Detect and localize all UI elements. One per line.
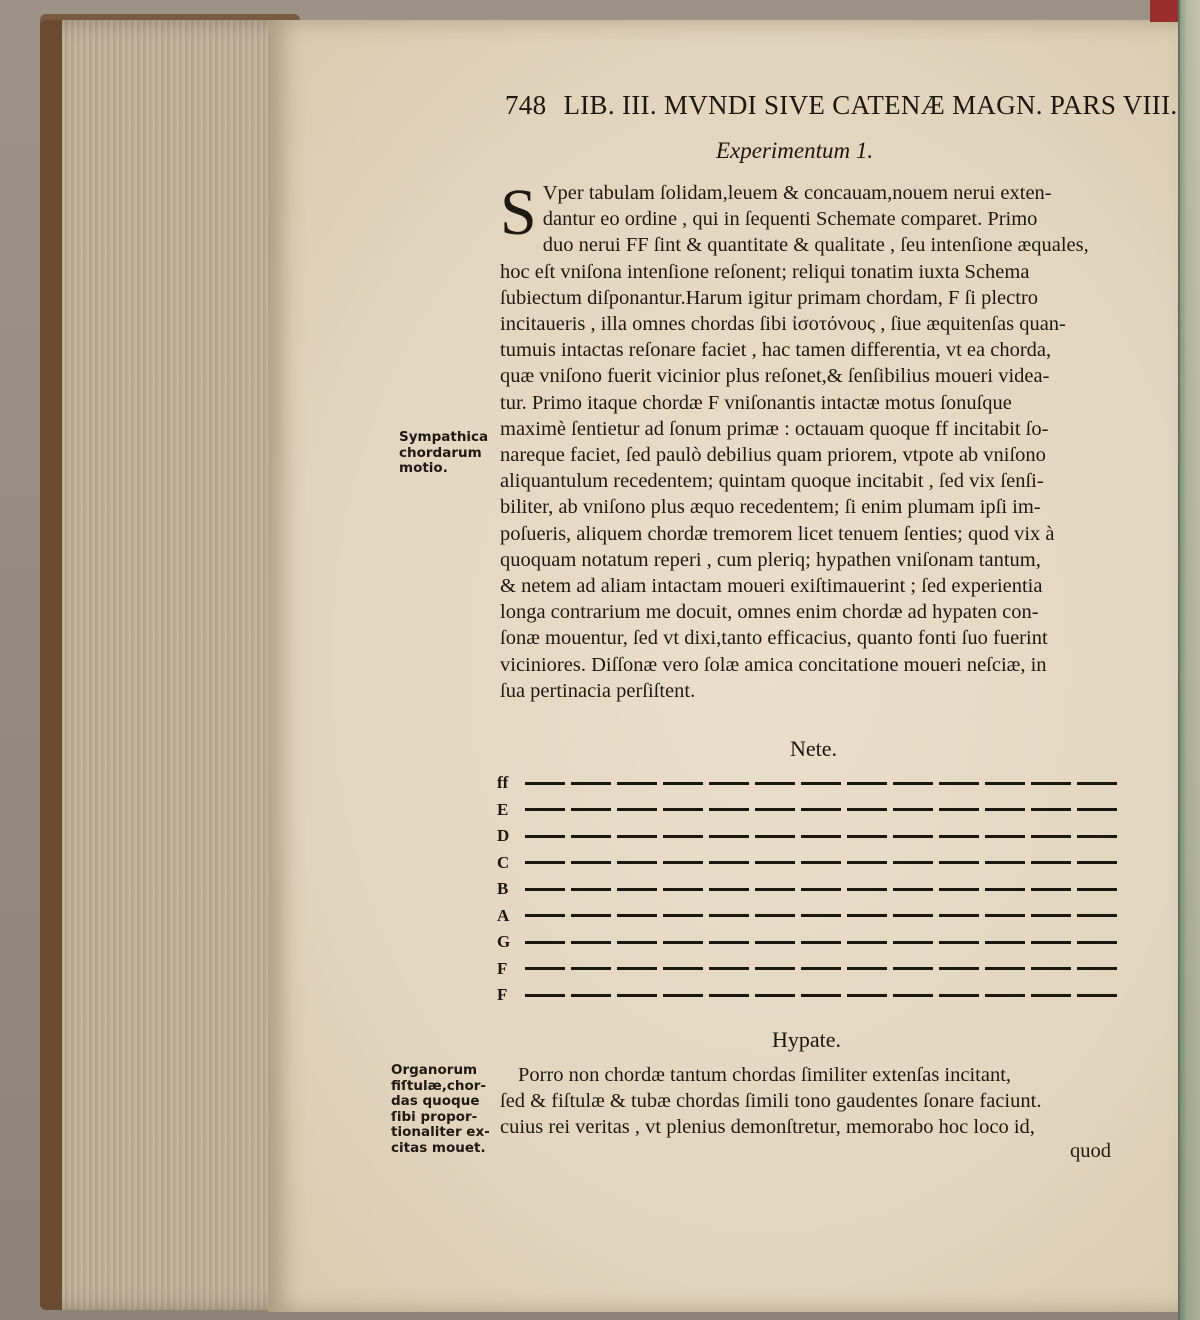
text-line: tur. Primo itaque chordæ F vniſonantis intactæ motus ſonuſque xyxy=(500,391,1012,414)
string-row xyxy=(497,823,1122,850)
string-line xyxy=(525,835,1122,838)
text-line: tumuis intactas reſonare faciet , hac tamen differentia, vt ea chorda, xyxy=(500,339,1052,362)
string-row xyxy=(497,903,1122,930)
string-label: ff xyxy=(497,773,509,793)
string-label: F xyxy=(497,958,508,978)
text-line: incitaueris , illa omnes chordas ſibi ἰσοτόνους , ſiue æquitenſas quan- xyxy=(500,313,1066,336)
facing-page-tint xyxy=(1180,0,1200,1320)
string-label: F xyxy=(497,985,508,1005)
margin-note-line: citas mouet. xyxy=(391,1139,486,1156)
text-line: & netem ad aliam intactam moueri exiſtimauerint ; ſed experientia xyxy=(500,575,1043,598)
drop-cap: S xyxy=(500,176,537,249)
string-row xyxy=(497,929,1122,956)
string-label: D xyxy=(497,826,510,846)
margin-note-line: ſibi propor- xyxy=(391,1108,478,1125)
string-line xyxy=(525,782,1122,785)
text-line: viciniores. Diſſonæ vero ſolæ amica concitatione moueri neſciæ, in xyxy=(500,653,1047,676)
text-line: quæ vniſono fuerit vicinior plus reſonet,& ſenſibilius moueri videa- xyxy=(500,365,1050,388)
string-row xyxy=(497,770,1122,797)
margin-note-line: motio. xyxy=(399,460,448,476)
book-fore-edge xyxy=(40,20,302,1310)
text-line: aliquantulum recedentem; quintam quoque incitabit , ſed vix ſenſi- xyxy=(500,470,1044,493)
diagram-footer-hypate: Hypate. xyxy=(772,1027,842,1052)
page-number: 748 xyxy=(505,90,547,120)
text-line: ſubiectum diſponantur.Harum igitur primam chordam, F ſi plectro xyxy=(500,286,1039,309)
text-line: ſed & fiſtulæ & tubæ chordas ſimili tono gaudentes ſonare faciunt. xyxy=(500,1090,1042,1113)
text-line: Porro non chordæ tantum chordas ſimiliter extenſas incitant, xyxy=(518,1064,1012,1086)
string-label: C xyxy=(497,852,510,872)
text-line: maximè ſentietur ad ſonum primæ : octauam quoque ff incitabit ſo- xyxy=(500,417,1049,440)
text-line: cuius rei veritas , vt plenius demonſtretur, memorabo hoc loco id, xyxy=(500,1116,1035,1139)
string-row xyxy=(497,850,1122,877)
running-header xyxy=(505,90,1178,121)
text-line: ſonæ mouentur, ſed vt dixi,tanto efficacius, quanto fonti ſuo fuerint xyxy=(500,627,1048,650)
text-line: poſueris, aliquem chordæ tremorem licet tenuem ſenties; quod vix à xyxy=(500,522,1055,545)
string-row xyxy=(497,956,1122,983)
text-line: Vper tabulam ſolidam,leuem & concauam,nouem nerui exten- xyxy=(542,182,1052,204)
margin-note-line: fiſtulæ,chor- xyxy=(391,1077,486,1094)
text-line: dantur eo ordine , qui in ſequenti Schemate comparet. Primo xyxy=(542,208,1038,231)
section-subtitle: Experimentum 1. xyxy=(716,138,874,163)
margin-note-line: das quoque xyxy=(391,1093,480,1109)
string-line xyxy=(525,861,1122,864)
text-line: nareque faciet, ſed paulò debilius quam priorem, vtpote ab vniſono xyxy=(500,444,1046,467)
main-text xyxy=(500,176,1125,704)
string-label: A xyxy=(497,905,510,925)
string-line xyxy=(525,941,1122,944)
text-line: duo nerui FF ſint & quantitate & qualitate , ſeu intenſione æquales, xyxy=(542,234,1089,257)
string-row xyxy=(497,876,1122,903)
margin-note-line: Sympathica xyxy=(399,429,489,445)
margin-note-line: chordarum xyxy=(399,444,482,461)
margin-note-line: tionaliter ex- xyxy=(391,1124,490,1140)
string-row xyxy=(497,797,1122,824)
string-label: G xyxy=(497,932,511,952)
margin-note-line: Organorum xyxy=(391,1062,478,1078)
text-line: biliter, ab vniſono plus æquo recedentem; ſi enim plumam ipſi im- xyxy=(500,496,1041,519)
string-label: B xyxy=(497,879,509,899)
text-line: hoc eſt vniſona intenſione reſonent; reliqui tonatim iuxta Schema xyxy=(500,260,1030,283)
text-line: quoquam notatum reperi , cum pleriq; hypathen vniſonam tantum, xyxy=(500,548,1041,571)
string-label: E xyxy=(497,799,509,819)
diagram-title-nete: Nete. xyxy=(790,736,838,761)
string-line xyxy=(525,888,1122,891)
running-title: LIB. III. MVNDI SIVE CATENÆ MAGN. PARS VIII. xyxy=(563,90,1178,120)
margin-note-organs xyxy=(391,1063,491,1156)
text-line: longa contrarium me docuit, omnes enim chordæ ad hypaten con- xyxy=(500,601,1039,624)
string-line xyxy=(525,808,1122,811)
string-row xyxy=(497,982,1122,1009)
catchword: quod xyxy=(1070,1140,1111,1162)
continuation-text xyxy=(478,1062,1118,1141)
margin-note-sympathy xyxy=(399,430,494,477)
string-diagram xyxy=(497,770,1122,1009)
text-line: ſua pertinacia perſiſtent. xyxy=(500,679,696,702)
page-edge-marker xyxy=(1150,0,1178,22)
string-line xyxy=(525,967,1122,970)
string-line xyxy=(525,914,1122,917)
string-line xyxy=(525,994,1122,997)
